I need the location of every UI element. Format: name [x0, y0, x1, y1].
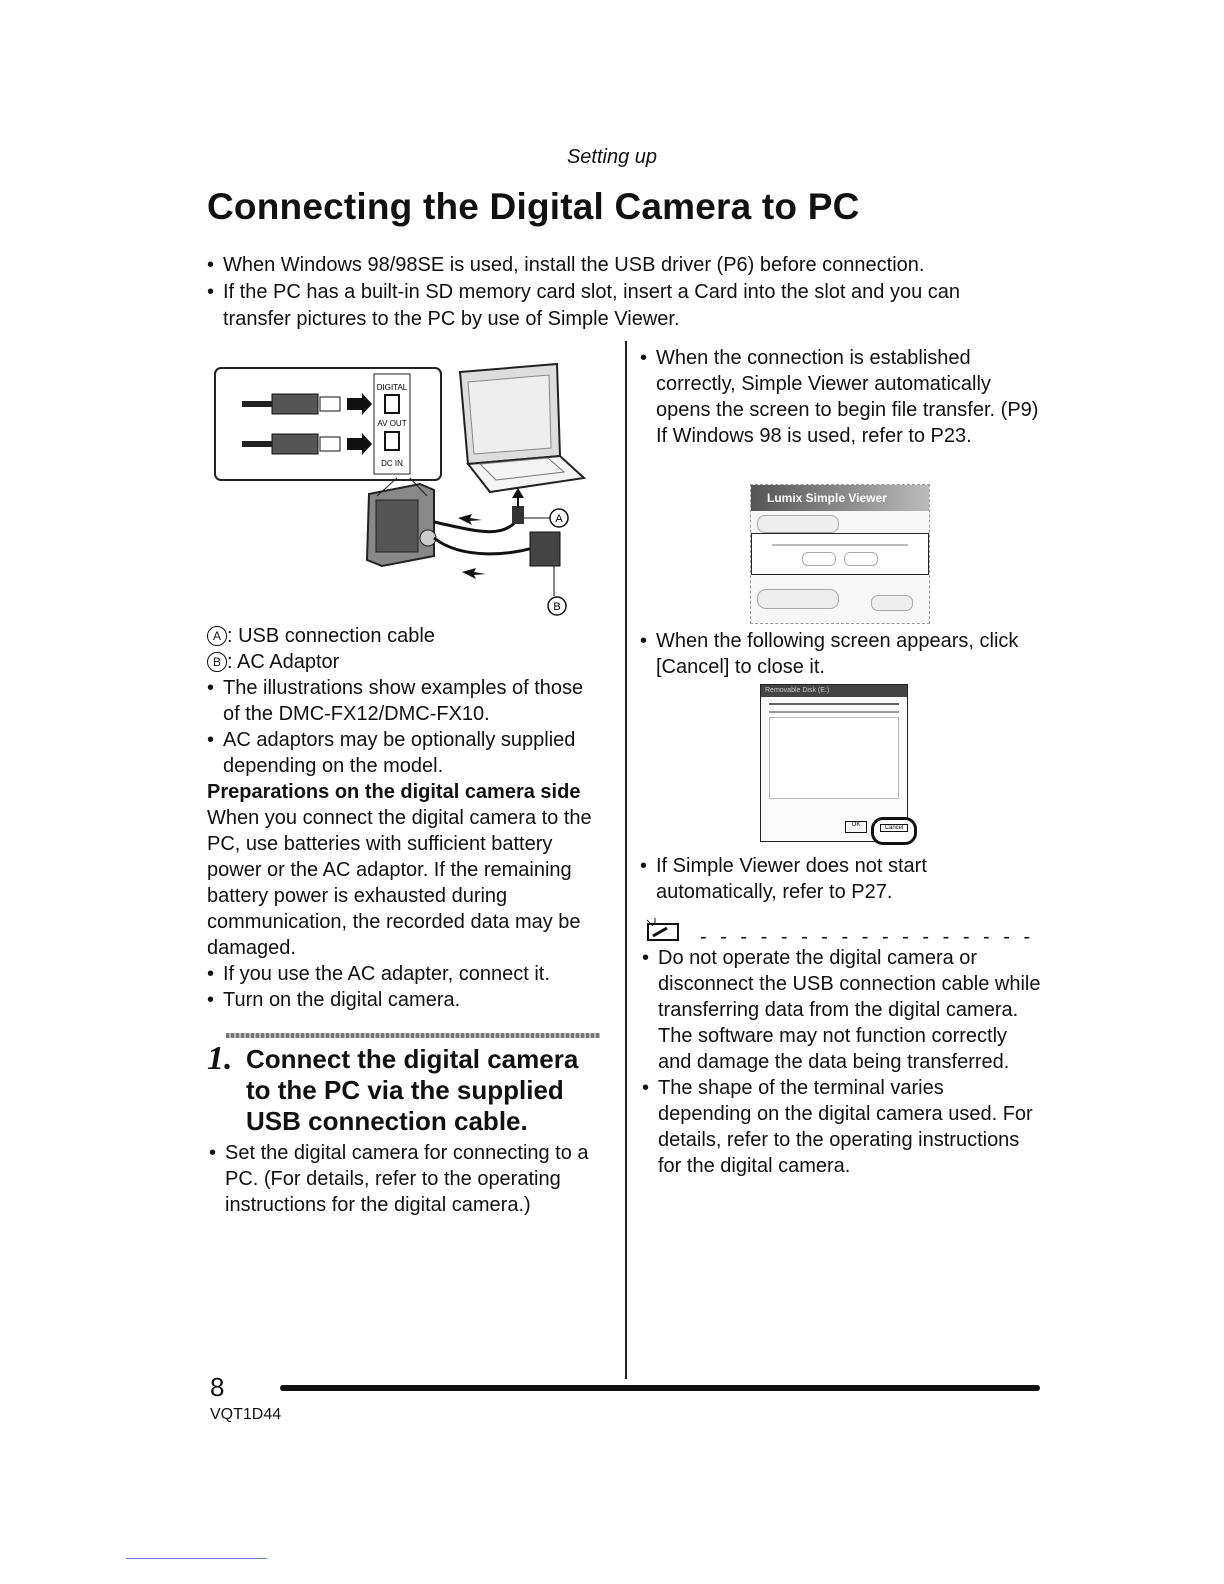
callout-a-line: A : USB connection cable: [207, 623, 602, 649]
step-title: Connect the digital camera to the PC via the supplied USB connection cable.: [246, 1044, 579, 1136]
section-header: Setting up: [566, 146, 658, 168]
page-title: Connecting the Digital Camera to PC: [207, 186, 860, 227]
port-label-avout: AV OUT: [377, 419, 407, 428]
prep-heading: Preparations on the digital camera side: [207, 781, 581, 803]
note-item: • The shape of the terminal varies depending on the digital camera used. For details, refer to the operating instructions for the digital camera.: [642, 1075, 1042, 1179]
right-bullet-1-extra: If Windows 98 is used, refer to P23.: [656, 425, 972, 447]
port-label-digital: DIGITAL: [376, 383, 408, 392]
right-bullet-2: • When the following screen appears, click [Cancel] to close it.: [640, 628, 1040, 680]
viewer-button[interactable]: [757, 515, 839, 533]
note-separator: - - - - - - - - - - - - - - - - -: [700, 926, 1035, 948]
footer-rule: [280, 1385, 1040, 1391]
cancel-button-highlight[interactable]: [871, 817, 917, 845]
viewer-dialog: [751, 533, 929, 575]
svg-text:A: A: [555, 513, 563, 525]
dialog-titlebar: Removable Disk (E:): [761, 685, 907, 697]
laptop-icon: [460, 364, 584, 492]
port-label-dcin: DC IN: [381, 459, 403, 468]
svg-text:B: B: [553, 601, 561, 613]
no-button[interactable]: [844, 552, 878, 566]
left-column: [207, 623, 602, 1013]
ac-adaptor-icon: [530, 532, 560, 566]
document-code: VQT1D44: [210, 1406, 282, 1423]
arrow-icon: [462, 568, 486, 579]
right-bullet-1: • When the connection is established correctly, Simple Viewer automatically opens the screen to begin file transfer. (P9) If Windows 98 is used, refer to P23.: [640, 345, 1040, 449]
dialog-option-list: [769, 717, 899, 799]
connection-illustration: [212, 360, 592, 622]
windows-dialog-screen: [760, 684, 908, 842]
prep-text: When you connect the digital camera to the PC, use batteries with sufficient battery power or the AC adaptor. If the remaining battery power is exhausted during communication, the recorded data may be damaged.: [207, 807, 592, 959]
left-bullet: • AC adaptors may be optionally supplied depending on the model.: [207, 727, 602, 779]
intro-bullet: • When Windows 98/98SE is used, install the USB driver (P6) before connection.: [207, 252, 1027, 279]
intro-list: [207, 252, 1027, 333]
note-list: [642, 945, 1042, 1179]
callout-b-line: B : AC Adaptor: [207, 649, 602, 675]
prep-bullet: • If you use the AC adapter, connect it.: [207, 961, 602, 987]
step-divider: [226, 1033, 600, 1038]
intro-bullet: • If the PC has a built-in SD memory card slot, insert a Card into the slot and you can transfer pictures to the PC by use of Simple Viewer.: [207, 279, 1027, 333]
viewer-button[interactable]: [757, 589, 839, 609]
cancel-button[interactable]: Cancel: [880, 824, 908, 832]
note-item: • Do not operate the digital camera or disconnect the USB connection cable while transferring data from the digital camera. The software may not function correctly and damage the data being transferred.: [642, 945, 1042, 1075]
left-bullet: • The illustrations show examples of those of the DMC-FX12/DMC-FX10.: [207, 675, 602, 727]
callout-a-mark: A: [207, 626, 227, 646]
step-bullet: • Set the digital camera for connecting to a PC. (For details, refer to the operating instructions for the digital camera.): [209, 1140, 604, 1218]
step-bullet-wrap: [209, 1140, 604, 1218]
bottom-rule: [126, 1558, 267, 1559]
arrow-icon: [458, 514, 482, 525]
column-divider: [625, 341, 627, 1379]
yes-button[interactable]: [802, 552, 836, 566]
viewer-titlebar: Lumix Simple Viewer: [751, 485, 929, 511]
right-bullet-3: • If Simple Viewer does not start automatically, refer to P27.: [640, 853, 1040, 905]
step-number: 1.: [207, 1040, 233, 1077]
callout-b-mark: B: [207, 652, 227, 672]
exit-button[interactable]: [871, 595, 913, 611]
simple-viewer-screen: [750, 484, 930, 624]
ok-button[interactable]: OK: [845, 821, 867, 833]
prep-bullet: • Turn on the digital camera.: [207, 987, 602, 1013]
page-number: 8: [210, 1372, 225, 1402]
note-icon: [645, 918, 689, 944]
